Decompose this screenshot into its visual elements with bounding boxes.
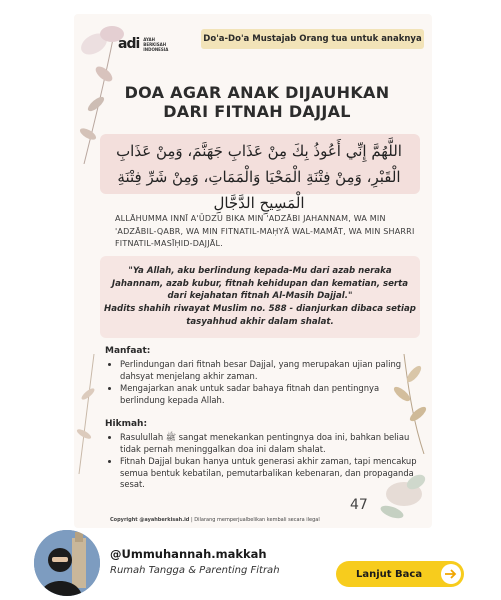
branch-decoration-icon xyxy=(74,354,104,474)
arabic-text: اللَّهُمَّ إِنِّي أَعُوذُ بِكَ مِنْ عَذَابِ جَهَنَّمَ، وَمِنْ عَذَابِ الْقَبْرِ، وَمِنْ فِتْنَةِ الْمَحْيَا وَالْمَمَاتِ، وَمِنْ شَرِّ فِتْنَةِ الْمَسِيحِ الدَّجَّالِ xyxy=(116,142,402,212)
latin-transliteration: ALLĀHUMMA INNĪ A'ŪDZU BIKA MIN 'ADZĀBI JAHANNAM, WA MIN 'ADZĀBIL-QABR, WA MIN FITNATIL-MAḤYĀ WAL-MAMĀT, WA MIN SHARRI FITNATIL-MASĪḤID-DAJJĀL. xyxy=(115,214,415,248)
list-item: • Rasulullah ﷺ sangat menekankan pentingnya doa ini, bahkan beliau tidak pernah meninggalkan doa ini dalam shalat. xyxy=(120,432,418,455)
avatar[interactable] xyxy=(34,530,100,596)
arrow-right-icon xyxy=(441,564,461,584)
copyright-note xyxy=(110,517,410,523)
profile-subtitle: Rumah Tangga & Parenting Fitrah xyxy=(110,565,280,576)
list-item: • Perlindungan dari fitnah besar Dajjal, yang merupakan ujian paling dahsyat menjelang akhir zaman. xyxy=(120,359,418,382)
page-number: 47 xyxy=(350,497,368,513)
hadits-source: Hadits shahih riwayat Muslim no. 588 - dianjurkan dibaca setiap tasyahhud akhir dalam shalat. xyxy=(104,304,416,327)
manfaat-heading: Manfaat: xyxy=(105,346,151,356)
logo-mark: adi xyxy=(118,36,140,52)
list-item: • Fitnah Dajjal bukan hanya untuk generasi akhir zaman, tapi mencakup semua bentuk kebatilan, pemutarbalikan kebenaran, dan propaganda sesat. xyxy=(120,456,418,491)
continue-reading-label: Lanjut Baca xyxy=(356,568,423,580)
manfaat-list xyxy=(108,359,418,407)
list-item: • Mengajarkan anak untuk sadar bahaya fitnah dan pentingnya berlindung kepada Allah. xyxy=(120,383,418,406)
brand-logo xyxy=(118,36,177,52)
avatar-photo-icon xyxy=(34,530,100,596)
copyright-text: | Dilarang memperjualbelikan kembali secara ilegal xyxy=(190,517,320,523)
series-banner: Do'a-Do'a Mustajab Orang tua untuk anaknya xyxy=(201,29,424,49)
hikmah-list xyxy=(108,432,418,492)
profile-handle[interactable]: @Ummuhannah.makkah xyxy=(110,547,267,561)
copyright-handle: Copyright @ayahberkisah.id xyxy=(110,517,190,523)
post-title: DOA AGAR ANAK DIJAUHKAN DARI FITNAH DAJJAL xyxy=(124,83,390,121)
hikmah-heading: Hikmah: xyxy=(105,419,148,429)
continue-reading-button[interactable] xyxy=(336,561,464,587)
translation-text: "Ya Allah, aku berlindung kepada-Mu dari azab neraka Jahannam, azab kubur, fitnah kehidupan dan kematian, serta dari kejahatan fitnah Al-Masih Dajjal." xyxy=(111,266,409,301)
logo-text: AYAH BERKISAH INDONESIA xyxy=(143,36,169,52)
